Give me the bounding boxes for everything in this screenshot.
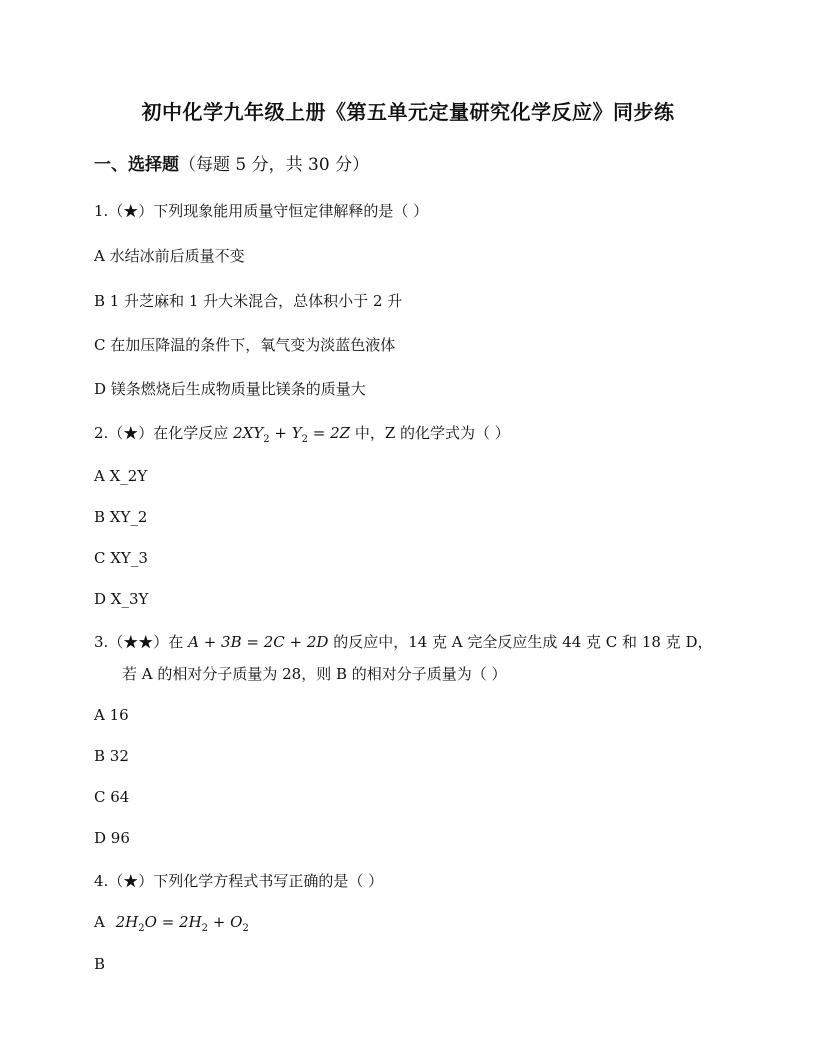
section-heading-label: 一、选择题 xyxy=(94,155,179,175)
section-heading xyxy=(94,150,369,175)
question-3-stem xyxy=(94,631,712,652)
question-3-prefix: 3.（★★）在 xyxy=(94,633,184,651)
question-1-option-a: A 水结冰前后质量不变 xyxy=(94,247,245,265)
question-3-option-b: B 32 xyxy=(94,747,129,765)
question-3-option-c: C 64 xyxy=(94,788,130,806)
question-2-suffix: 中，Z 的化学式为（ ） xyxy=(354,424,510,442)
question-3-suffix: 的反应中，14 克 A 完全反应生成 44 克 C 和 18 克 D， xyxy=(333,633,713,651)
question-4-option-b-label: B xyxy=(94,955,106,973)
question-4-option-a xyxy=(94,913,249,934)
question-1-option-b: B 1 升芝麻和 1 升大米混合，总体积小于 2 升 xyxy=(94,292,403,310)
question-4-option-b xyxy=(94,955,105,973)
question-3-stem-line-2: 若 A 的相对分子质量为 28，则 B 的相对分子质量为（ ） xyxy=(122,665,507,683)
question-1-option-c: C 在加压降温的条件下，氧气变为淡蓝色液体 xyxy=(94,336,396,354)
question-2-equation: $2XY_2 + Y_2 = 2Z$ xyxy=(233,424,351,445)
question-3-equation: A + 3B = 2C + 2D xyxy=(188,633,329,651)
question-2-stem xyxy=(94,422,510,445)
question-4-option-a-label: A xyxy=(94,913,105,931)
question-1-option-d: D 镁条燃烧后生成物质量比镁条的质量大 xyxy=(94,380,366,398)
question-2-prefix: 2.（★）在化学反应 xyxy=(94,424,229,442)
question-1-stem: 1.（★）下列现象能用质量守恒定律解释的是（ ） xyxy=(94,202,429,220)
question-3-option-d: D 96 xyxy=(94,829,130,847)
question-2-option-c: C XY_3 xyxy=(94,549,148,567)
question-2-option-b: B XY_2 xyxy=(94,508,148,526)
section-heading-note: （每题 5 分，共 30 分） xyxy=(179,155,370,175)
question-4-stem: 4.（★）下列化学方程式书写正确的是（ ） xyxy=(94,872,384,890)
question-3-option-a: A 16 xyxy=(94,706,129,724)
page-title: 初中化学九年级上册《第五单元定量研究化学反应》同步练 xyxy=(141,100,675,124)
question-2-option-d: D X_3Y xyxy=(94,590,149,608)
question-4-option-a-equation: $2H_2O = 2H_2 + O_2$ xyxy=(115,913,249,934)
question-2-option-a: A X_2Y xyxy=(94,467,148,485)
